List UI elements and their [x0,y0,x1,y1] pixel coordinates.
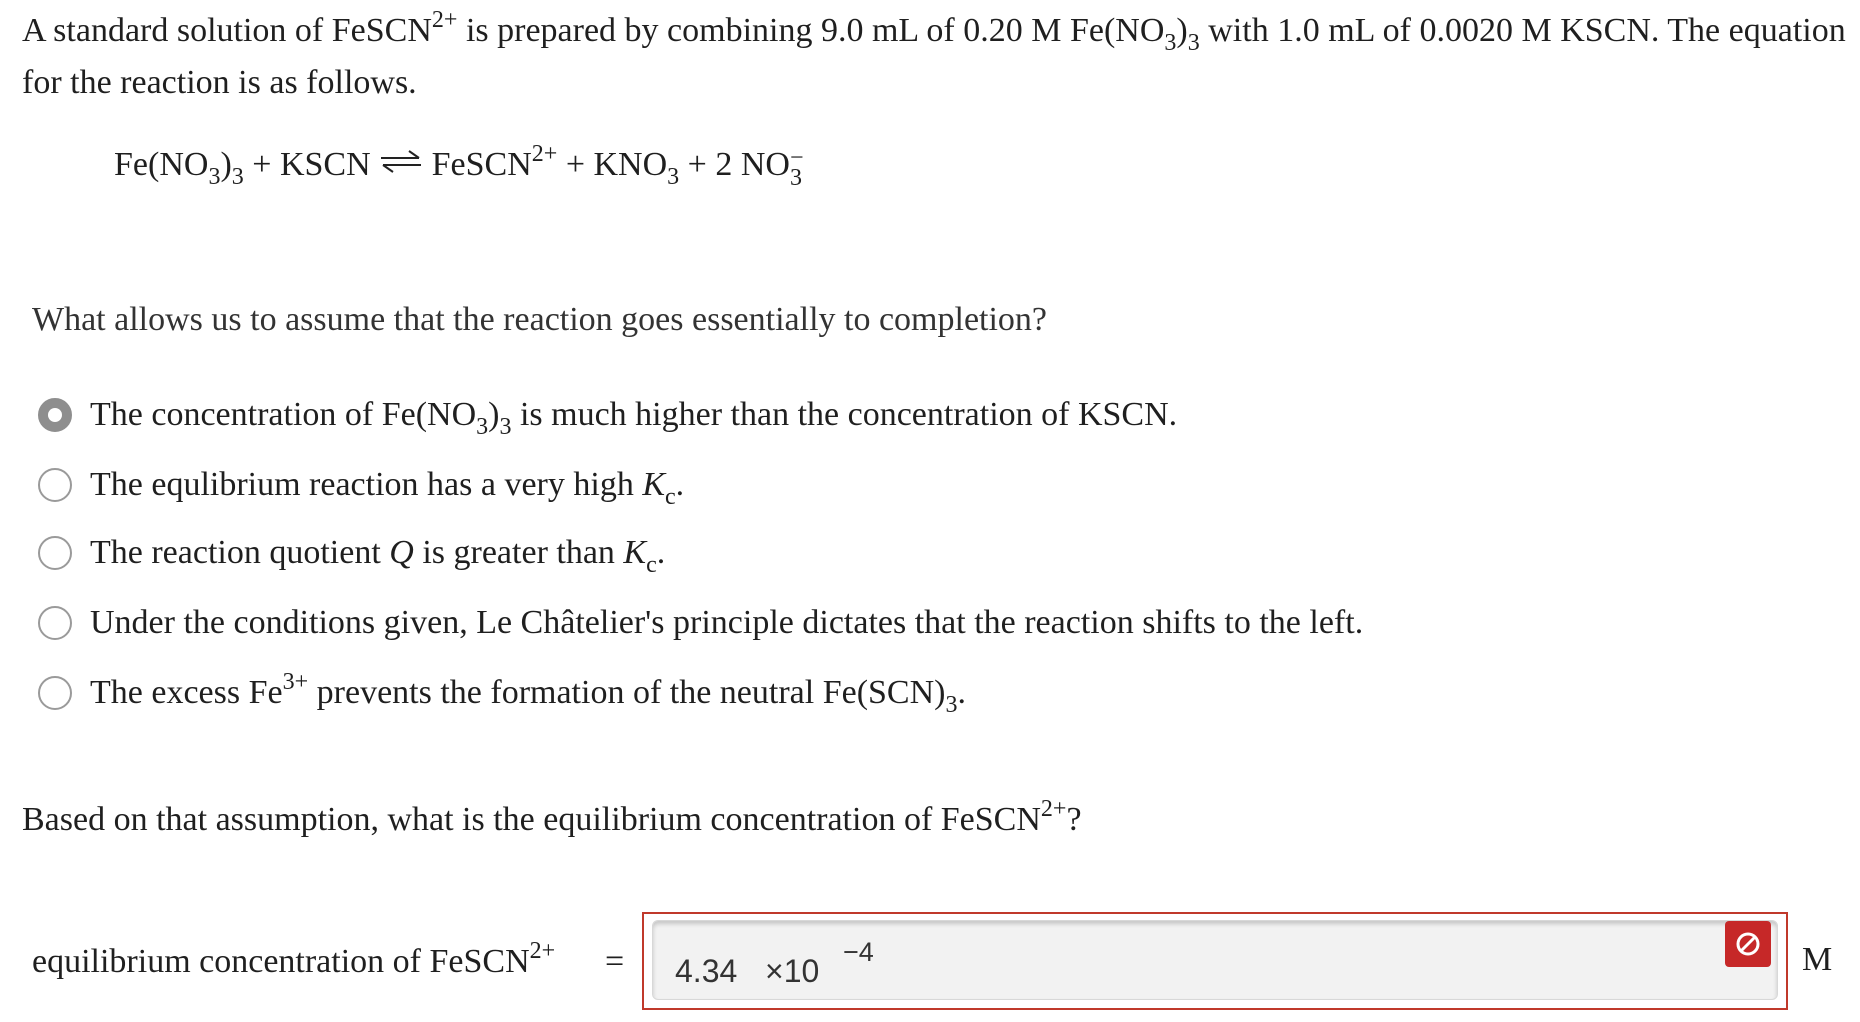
equilibrium-arrow-icon [379,149,423,173]
radio-button[interactable] [38,536,72,570]
intro-text: ) [1176,12,1188,49]
question-1: What allows us to assume that the reaction goes essentially to completion? [32,301,1048,338]
option-3[interactable] [38,528,665,578]
opt-text: . [675,466,685,503]
eq-sub: 3 [789,165,802,192]
opt-text: is greater than [413,534,624,571]
eq-text: Fe(NO [114,146,209,183]
opt-sub: 3 [945,692,958,718]
eq-sup: − [789,145,804,172]
radio-button[interactable] [38,468,72,502]
opt-text: K [642,466,666,503]
eq-sub: 3 [208,164,221,190]
opt-text: The excess Fe [90,674,283,711]
problem-intro [22,5,1852,109]
reaction-equation [114,141,806,192]
option-label [90,534,666,578]
answer-input[interactable] [652,920,1778,1000]
intro-sub: 3 [1187,30,1200,56]
opt-sup: 3+ [282,669,309,695]
opt-text: . [656,534,666,571]
option-5[interactable] [38,668,966,718]
eq-sub: 3 [667,164,680,190]
opt-text: The equlibrium reaction has a very high [90,466,643,503]
equals-sign: = [605,943,625,980]
incorrect-icon [1725,921,1771,967]
radio-button[interactable] [38,606,72,640]
opt-text: . [957,674,966,711]
opt-sub: 3 [499,414,512,440]
option-label [90,396,1178,440]
eq-sup: 2+ [531,141,558,167]
opt-text: K [623,534,647,571]
option-label: Under the conditions given, Le Châtelier's principle dictates that the reaction shifts to the left. [90,604,1364,641]
opt-text: The concentration of Fe(NO [90,396,477,433]
no-entry-icon [1734,930,1762,958]
opt-text: ) [488,396,500,433]
intro-sub: 3 [1164,30,1177,56]
option-1[interactable] [38,390,1177,440]
answer-box[interactable] [642,912,1788,1010]
answer-label-text: equilibrium concentration of FeSCN [32,943,530,980]
eq-text: + 2 NO [679,146,790,183]
opt-sub: c [665,484,676,510]
eq-text: + KNO [557,146,668,183]
option-label [90,669,966,718]
q2-text: Based on that assumption, what is the equilibrium concentration of FeSCN [22,801,1041,838]
q2-text: ? [1066,801,1082,838]
option-2[interactable] [38,460,684,510]
option-label [90,466,685,510]
opt-text: prevents the formation of the neutral Fe(SCN) [308,674,946,711]
eq-text: FeSCN [423,146,532,183]
intro-sup: 2+ [431,7,458,33]
q2-sup: 2+ [1040,796,1067,822]
option-4[interactable] [38,598,1363,648]
eq-text: ) [220,146,232,183]
opt-text: Q [389,534,414,571]
radio-button-selected[interactable] [38,398,72,432]
opt-sub: 3 [476,414,489,440]
answer-label [32,938,556,982]
intro-text: A standard solution of FeSCN [22,12,432,49]
intro-text: is prepared by combining 9.0 mL of 0.20 M Fe(NO [457,12,1165,49]
unit-label: M [1802,941,1833,978]
radio-button[interactable] [38,676,72,710]
answer-label-sup: 2+ [529,938,556,964]
radio-dot [48,408,62,422]
eq-text: + KSCN [243,146,380,183]
eq-sub: 3 [231,164,244,190]
opt-text: The reaction quotient [90,534,390,571]
answer-exponent[interactable]: −4 [843,937,874,967]
answer-value[interactable]: 4.34 [675,953,738,989]
question-2 [22,796,1082,840]
eq-supsub [789,145,806,192]
answer-times-ten: ×10 [765,953,820,989]
opt-sub: c [646,552,657,578]
intro-text: with 1.0 mL of 0.0020 M KSCN. The equation for the reaction is as follows. [22,12,1846,101]
opt-text: is much higher than the concentration of KSCN. [511,396,1178,433]
